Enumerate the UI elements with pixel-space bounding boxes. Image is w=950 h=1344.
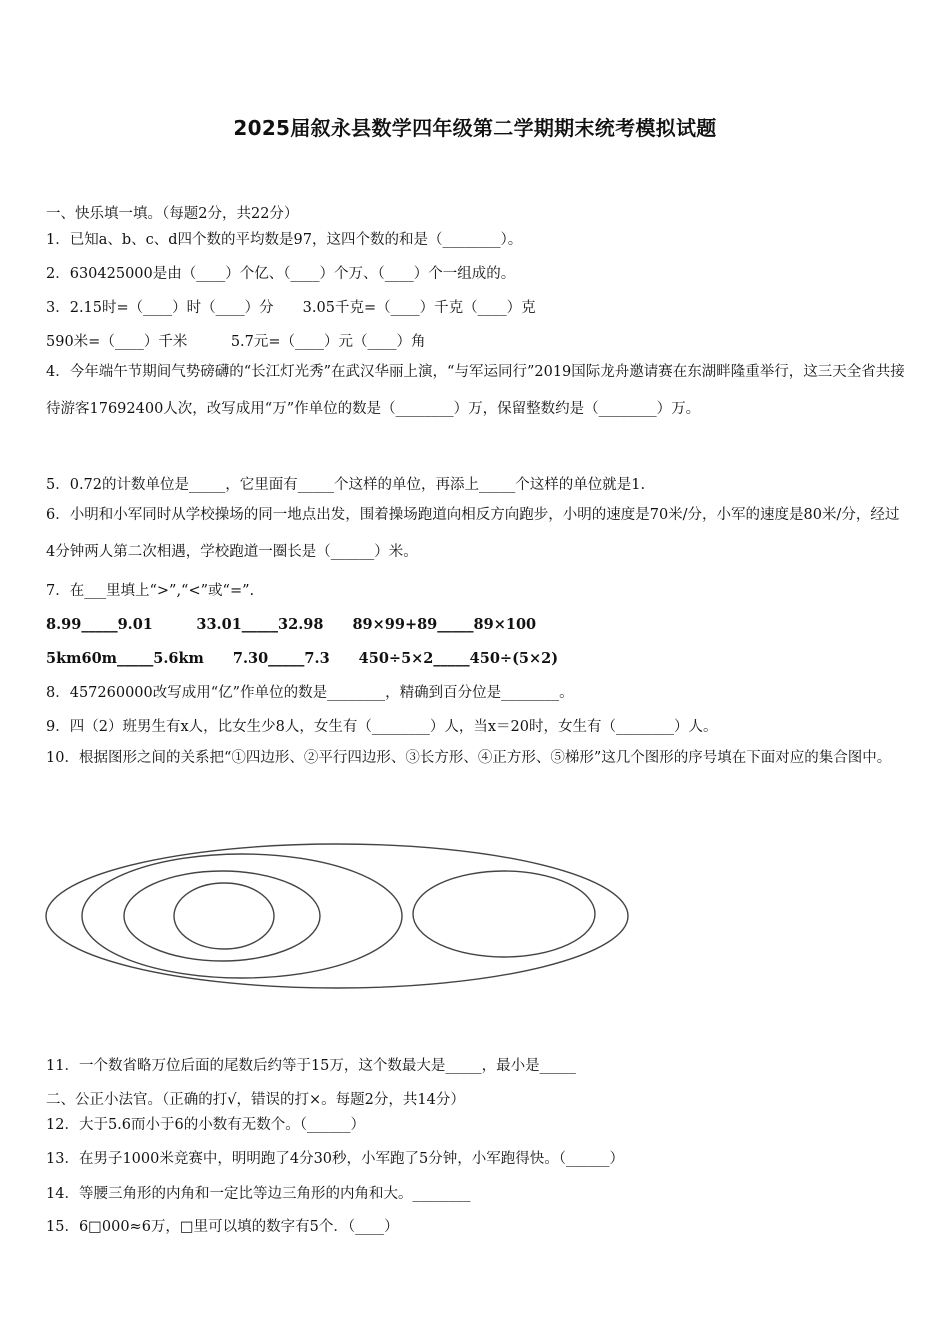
question-6: 6．小明和小军同时从学校操场的同一地点出发，围着操场跑道向相反方向跑步，小明的速度是70米/分，小军的速度是80米/分，经过4分钟两人第二次相遇，学校跑道一圈长是（______）米。 [46, 507, 900, 560]
set-parallelogram [82, 854, 402, 978]
question-2: 2．630425000是由（____）个亿、（____）个万、（____）个一组成的。 [46, 266, 516, 282]
question-3-line-2: 590米=（____）千米 5.7元=（____）元（____）角 [46, 334, 426, 350]
question-5: 5．0.72的计数单位是_____，它里面有_____个这样的单位，再添上_____个这样的单位就是1. [46, 477, 646, 493]
section-heading-1: 一、快乐填一填。（每题2分，共22分） [46, 206, 299, 222]
question-12: 12．大于5.6而小于6的小数有无数个。（______） [46, 1117, 365, 1133]
question-8: 8．457260000改写成用“亿”作单位的数是________，精确到百分位是________。 [46, 685, 574, 701]
page-title: 2025届叙永县数学四年级第二学期期末统考模拟试题 [233, 116, 717, 140]
question-11: 11．一个数省略万位后面的尾数后约等于15万，这个数最大是_____，最小是_____ [46, 1058, 576, 1074]
question-4: 4．今年端午节期间气势磅礴的“长江灯光秀”在武汉华丽上演，“与军运同行”2019国际龙舟邀请赛在东湖畔隆重举行，这三天全省共接待游客17692400人次，改写成用“万”作单位的数是（________）万，保留整数约是（________）万。 [46, 364, 905, 417]
question-7: 7．在___里填上“>”,“<”或“=”. [46, 583, 255, 599]
set-rectangle [124, 871, 320, 961]
question-13: 13．在男子1000米竞赛中，明明跑了4分30秒，小军跑了5分钟，小军跑得快。（______） [46, 1151, 625, 1167]
set-trapezoid [413, 871, 595, 957]
question-7-row-2: 5km60m_____5.6km 7.30_____7.3 450÷5×2_____450÷(5×2) [46, 650, 559, 667]
set-square [174, 883, 274, 949]
question-1: 1．已知a、b、c、d四个数的平均数是97，这四个数的和是（________）。 [46, 232, 523, 248]
set-diagram [40, 840, 640, 1010]
section-heading-2: 二、公正小法官。（正确的打√，错误的打×。每题2分，共14分） [46, 1092, 465, 1108]
question-15: 15．6□000≈6万，□里可以填的数字有5个．（____） [46, 1219, 399, 1235]
question-10: 10．根据图形之间的关系把“①四边形、②平行四边形、③长方形、④正方形、⑤梯形”这几个图形的序号填在下面对应的集合图中。 [46, 750, 892, 766]
question-3-line-1: 3．2.15时=（____）时（____）分 3.05千克=（____）千克（____）克 [46, 300, 536, 316]
question-9: 9．四（2）班男生有x人，比女生少8人，女生有（________）人，当x＝20时，女生有（________）人。 [46, 719, 718, 735]
question-7-row-1: 8.99_____9.01 33.01_____32.98 89×99+89_____89×100 [46, 616, 537, 633]
question-14: 14．等腰三角形的内角和一定比等边三角形的内角和大。________ [46, 1186, 471, 1202]
